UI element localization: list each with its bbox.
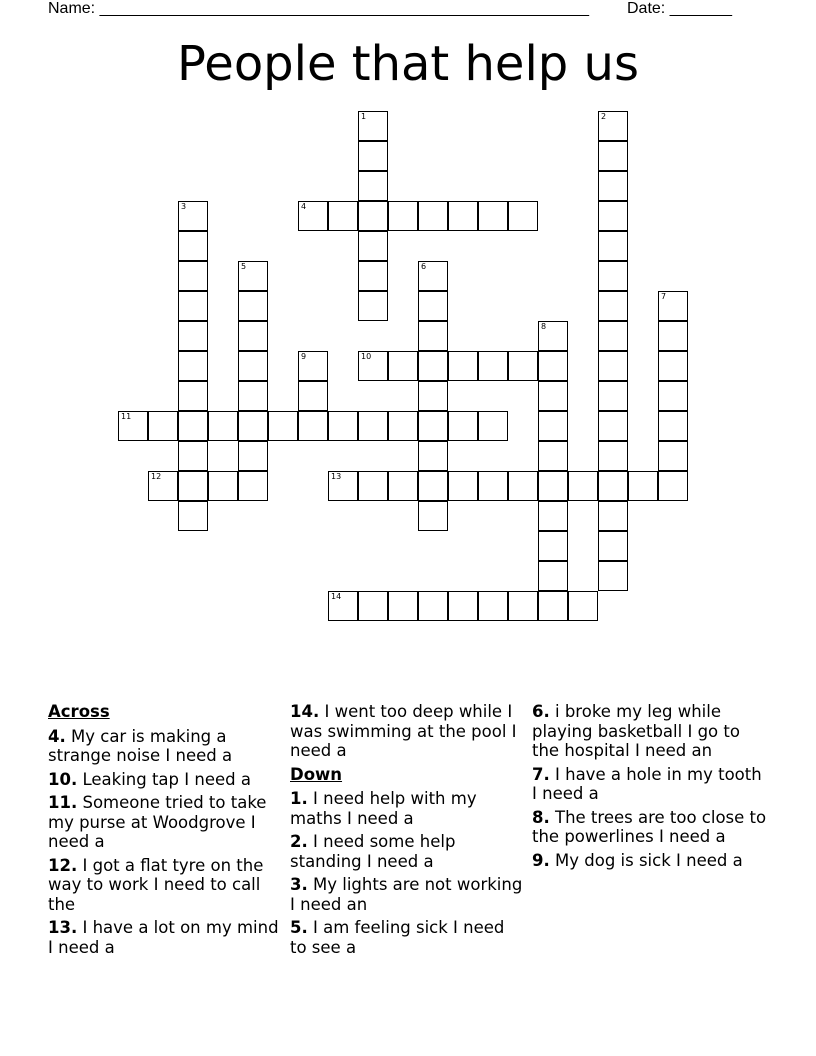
grid-cell[interactable] — [418, 501, 448, 531]
clue-down-5 — [290, 918, 526, 957]
clue-number-label: 11 — [121, 412, 132, 421]
clue-text: My car is making a strange noise I need a — [48, 726, 233, 765]
grid-cell[interactable] — [478, 471, 508, 501]
grid-cell[interactable] — [418, 441, 448, 471]
clue-down-3 — [290, 875, 526, 914]
grid-cell[interactable] — [538, 561, 568, 591]
clue-text: I have a lot on my mind I need a — [48, 918, 279, 957]
grid-cell[interactable] — [178, 411, 208, 441]
grid-cell[interactable] — [418, 261, 448, 291]
clue-text: I got a flat tyre on the way to work I need to call the — [48, 855, 264, 914]
clue-number: 10. — [48, 769, 78, 789]
grid-cell[interactable] — [598, 561, 628, 591]
clue-number: 6. — [532, 702, 550, 721]
grid-cell[interactable] — [538, 501, 568, 531]
grid-cell[interactable] — [358, 351, 388, 381]
grid-cell[interactable] — [598, 531, 628, 561]
grid-cell[interactable] — [178, 261, 208, 291]
grid-cell[interactable] — [598, 471, 628, 501]
grid-cell[interactable] — [178, 471, 208, 501]
clue-number-label: 4 — [301, 202, 307, 211]
clue-number: 14. — [290, 702, 320, 721]
grid-cell[interactable] — [478, 411, 508, 441]
grid-cell[interactable] — [298, 351, 328, 381]
clue-down-6 — [532, 702, 768, 761]
grid-cell[interactable] — [178, 291, 208, 321]
clue-number: 7. — [532, 764, 550, 784]
grid-cell[interactable] — [448, 411, 478, 441]
grid-cell[interactable] — [178, 381, 208, 411]
grid-cell[interactable] — [118, 411, 148, 441]
grid-cell[interactable] — [598, 141, 628, 171]
clue-across-12 — [48, 856, 284, 915]
grid-cell[interactable] — [358, 291, 388, 321]
grid-cell[interactable] — [598, 111, 628, 141]
clue-number-label: 12 — [151, 472, 162, 481]
grid-cell[interactable] — [628, 471, 658, 501]
clue-number-label: 13 — [331, 472, 342, 481]
grid-cell[interactable] — [448, 351, 478, 381]
grid-cell[interactable] — [598, 501, 628, 531]
clue-number-label: 14 — [331, 592, 342, 601]
clue-number-label: 8 — [541, 322, 547, 331]
grid-cell[interactable] — [148, 411, 178, 441]
clue-number: 8. — [532, 807, 550, 827]
grid-cell[interactable] — [538, 531, 568, 561]
grid-cell[interactable] — [238, 321, 268, 351]
grid-cell[interactable] — [478, 591, 508, 621]
clue-down-2 — [290, 832, 526, 871]
grid-cell[interactable] — [598, 351, 628, 381]
grid-cell[interactable] — [238, 351, 268, 381]
clue-down-8 — [532, 808, 768, 847]
grid-cell[interactable] — [538, 591, 568, 621]
clue-text: My lights are not working I need an — [290, 875, 523, 914]
clue-text: i broke my leg while playing basketball I go to the hospital I need an — [532, 702, 740, 760]
clue-across-11 — [48, 793, 284, 852]
grid-cell[interactable] — [358, 411, 388, 441]
grid-cell[interactable] — [328, 411, 358, 441]
clue-number-label: 2 — [601, 112, 607, 121]
grid-cell[interactable] — [598, 411, 628, 441]
grid-cell[interactable] — [208, 471, 238, 501]
clue-number-label: 1 — [361, 112, 367, 121]
clue-number-label: 6 — [421, 262, 427, 271]
page-title: People that help us — [177, 36, 639, 92]
grid-cell[interactable] — [418, 381, 448, 411]
grid-cell[interactable] — [418, 351, 448, 381]
clue-down-7 — [532, 765, 768, 804]
grid-cell[interactable] — [478, 201, 508, 231]
grid-cell[interactable] — [508, 201, 538, 231]
clue-number-label: 7 — [661, 292, 667, 301]
date-field-label: Date: _______ — [627, 0, 732, 17]
grid-cell[interactable] — [418, 471, 448, 501]
grid-cell[interactable] — [388, 351, 418, 381]
grid-cell[interactable] — [448, 591, 478, 621]
grid-cell[interactable] — [358, 231, 388, 261]
grid-cell[interactable] — [538, 471, 568, 501]
clue-number: 13. — [48, 918, 78, 937]
grid-cell[interactable] — [238, 441, 268, 471]
clue-text: I have a hole in my tooth I need a — [532, 764, 762, 803]
grid-cell[interactable] — [508, 591, 538, 621]
grid-cell[interactable] — [598, 261, 628, 291]
clue-number-label: 3 — [181, 202, 187, 211]
grid-cell[interactable] — [538, 351, 568, 381]
clue-number: 12. — [48, 855, 78, 875]
grid-cell[interactable] — [298, 381, 328, 411]
grid-cell[interactable] — [598, 441, 628, 471]
grid-cell[interactable] — [478, 351, 508, 381]
clue-text: I need help with my maths I need a — [290, 789, 477, 828]
grid-cell[interactable] — [658, 291, 688, 321]
clue-down-1 — [290, 789, 526, 828]
clue-number-label: 5 — [241, 262, 247, 271]
grid-cell[interactable] — [448, 471, 478, 501]
grid-cell[interactable] — [568, 591, 598, 621]
clue-across-10 — [48, 770, 284, 790]
grid-cell[interactable] — [208, 411, 238, 441]
grid-cell[interactable] — [178, 351, 208, 381]
grid-cell[interactable] — [178, 231, 208, 261]
clue-across-13 — [48, 918, 284, 957]
grid-cell[interactable] — [538, 411, 568, 441]
grid-cell[interactable] — [658, 321, 688, 351]
down-heading: Down — [290, 764, 343, 784]
grid-cell[interactable] — [358, 111, 388, 141]
grid-cell[interactable] — [418, 201, 448, 231]
grid-cell[interactable] — [358, 141, 388, 171]
grid-cell[interactable] — [418, 291, 448, 321]
grid-cell[interactable] — [148, 471, 178, 501]
clue-text: The trees are too close to the powerlines I need a — [532, 807, 767, 846]
clue-number: 3. — [290, 875, 308, 894]
grid-cell[interactable] — [658, 381, 688, 411]
grid-cell[interactable] — [508, 351, 538, 381]
grid-cell[interactable] — [448, 201, 478, 231]
grid-cell[interactable] — [388, 411, 418, 441]
clue-number: 9. — [532, 850, 550, 870]
grid-cell[interactable] — [178, 501, 208, 531]
grid-cell[interactable] — [598, 171, 628, 201]
clue-number-label: 10 — [361, 352, 372, 361]
clue-text: Leaking tap I need a — [82, 769, 251, 789]
grid-cell[interactable] — [658, 441, 688, 471]
clues-column-3 — [532, 702, 768, 874]
grid-cell[interactable] — [598, 291, 628, 321]
grid-cell[interactable] — [388, 591, 418, 621]
clue-number-label: 9 — [301, 352, 307, 361]
grid-cell[interactable] — [658, 351, 688, 381]
clue-number: 5. — [290, 918, 308, 937]
grid-cell[interactable] — [418, 591, 448, 621]
name-field-label: Name: _______________________________________________________ — [48, 0, 589, 17]
across-heading: Across — [48, 702, 110, 721]
grid-cell[interactable] — [598, 381, 628, 411]
clue-number: 2. — [290, 832, 308, 851]
grid-cell[interactable] — [238, 381, 268, 411]
clue-number: 4. — [48, 726, 66, 746]
grid-cell[interactable] — [328, 591, 358, 621]
clue-across-4 — [48, 727, 284, 766]
clues-column-2 — [290, 702, 526, 961]
grid-cell[interactable] — [178, 321, 208, 351]
grid-cell[interactable] — [598, 321, 628, 351]
grid-cell[interactable] — [238, 261, 268, 291]
grid-cell[interactable] — [658, 471, 688, 501]
grid-cell[interactable] — [388, 471, 418, 501]
grid-cell[interactable] — [178, 441, 208, 471]
grid-cell[interactable] — [358, 261, 388, 291]
clue-text: My dog is sick I need a — [555, 850, 743, 870]
grid-cell[interactable] — [298, 201, 328, 231]
clue-text: I am feeling sick I need to see a — [290, 918, 505, 957]
grid-cell[interactable] — [328, 201, 358, 231]
grid-cell[interactable] — [538, 441, 568, 471]
grid-cell[interactable] — [358, 471, 388, 501]
clue-text: I need some help standing I need a — [290, 832, 456, 871]
clue-number: 1. — [290, 789, 308, 808]
grid-cell[interactable] — [658, 411, 688, 441]
grid-cell[interactable] — [298, 411, 328, 441]
grid-cell[interactable] — [268, 411, 298, 441]
grid-cell[interactable] — [598, 201, 628, 231]
grid-cell[interactable] — [238, 411, 268, 441]
clue-number: 11. — [48, 793, 78, 812]
grid-cell[interactable] — [238, 291, 268, 321]
grid-cell[interactable] — [358, 201, 388, 231]
clue-across-14 — [290, 702, 526, 761]
clue-text: I went too deep while I was swimming at the pool I need a — [290, 702, 517, 760]
grid-cell[interactable] — [538, 381, 568, 411]
grid-cell[interactable] — [418, 321, 448, 351]
grid-cell[interactable] — [238, 471, 268, 501]
grid-cell[interactable] — [328, 471, 358, 501]
grid-cell[interactable] — [358, 591, 388, 621]
grid-cell[interactable] — [538, 321, 568, 351]
grid-cell[interactable] — [568, 471, 598, 501]
clue-down-9 — [532, 851, 768, 871]
grid-cell[interactable] — [178, 201, 208, 231]
grid-cell[interactable] — [388, 201, 418, 231]
grid-cell[interactable] — [508, 471, 538, 501]
grid-cell[interactable] — [418, 411, 448, 441]
grid-cell[interactable] — [598, 231, 628, 261]
grid-cell[interactable] — [358, 171, 388, 201]
clues-column-1 — [48, 702, 284, 961]
clue-text: Someone tried to take my purse at Woodgrove I need a — [48, 793, 267, 851]
